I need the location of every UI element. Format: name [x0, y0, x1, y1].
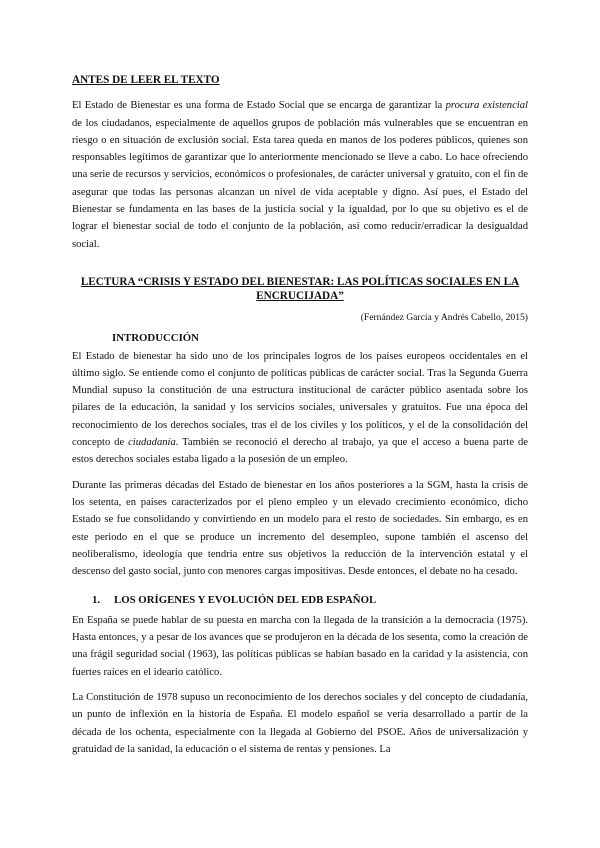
- heading-antes-de-leer: ANTES DE LEER EL TEXTO: [72, 74, 220, 86]
- p1-emphasis: procura existencial: [445, 100, 528, 112]
- paragraph-origenes-1: En España se puede hablar de su puesta en marcha con la llegada de la transición a la democracia (1975). Hasta entonces, y a pesar de los avances que se produjeron en la década de los sesenta, como la creación de una frágil seguridad social (1963), las políticas públicas se habían basado en la caridad y la asistencia, con fuertes raíces en el ideario católico.: [72, 614, 528, 678]
- paragraph-estado-bienestar-definition: [72, 97, 528, 253]
- lectura-title: LECTURA “CRISIS Y ESTADO DEL BIENESTAR: LAS POLÍTICAS SOCIALES EN LA ENCRUCIJADA”: [80, 275, 520, 302]
- section-1-heading: [92, 592, 528, 609]
- intro-heading: INTRODUCCIÓN: [112, 332, 199, 345]
- p1-text-b: de los ciudadanos, especialmente de aquellos grupos de población más vulnerables que se encuentran en riesgo o en situación de exclusión social. Esta tarea queda en manos de los poderes públicos, quienes son responsables legítimos de garantizar que lo anteriormente mencionado se lleve a cabo. Lo hace ofreciendo una serie de recursos y servicios, económicos o profesionales, de carácter universal y gratuito, con el fin de asegurar que todas las personas alcanzan un nivel de vida aceptable y digno. Así pues, el Estado del Bienestar se fundamenta en las bases de la justicia social y la igualdad, por lo que su objetivo es el de lograr el bienestar social de todo el conjunto de la población, así como reducir/erradicar la desigualdad social.: [72, 117, 528, 250]
- citation: (Fernández García y Andrés Cabello, 2015): [360, 311, 528, 323]
- paragraph-intro-2: Durante las primeras décadas del Estado de bienestar en los años posteriores a la SGM, hasta la crisis de los setenta, en países caracterizados por el pleno empleo y un elevado crecimiento económico, dicho Estado se fue consolidando y convirtiendo en un modelo para el resto de sociedades. Sin embargo, es en este periodo en el que se produce un incremento del desempleo, supone también el ascenso del neoliberalismo, ideología que tendría entre sus objetivos la reducción de la intervención estatal y el descenso del gasto social, junto con menores cargas impositivas. Desde entonces, el debate no ha cesado.: [72, 479, 528, 578]
- section-1-title: LOS ORÍGENES Y EVOLUCIÓN DEL EDB ESPAÑOL: [114, 594, 377, 607]
- p2-text-a: El Estado de bienestar ha sido uno de los principales logros de los países europeos occidentales en el último siglo. Se entiende como el conjunto de políticas públicas de carácter social. Tras la Segunda Guerra Mundial supuso la constitución de una estructura institucional de carácter público asentada sobre los pilares de la educación, la sanidad y los servicios sociales, universales y gratuitos. Fue una época del reconocimiento de los derechos sociales, tras el de los civiles y los políticos, y el de la consolidación del concepto de: [72, 350, 528, 449]
- paragraph-origenes-2: La Constitución de 1978 supuso un reconocimiento de los derechos sociales y del concepto de ciudadanía, un punto de inflexión en la historia de España. El modelo español se vería desarrollado a partir de la década de los ochenta, especialmente con la llegada al Gobierno del PSOE. Años de universalización y gratuidad de la sanidad, la educación o el sistema de rentas y pensiones. La: [72, 691, 528, 755]
- section-1-number: 1.: [92, 594, 101, 607]
- paragraph-intro-1: [72, 348, 528, 469]
- p2-emphasis: ciudadanía: [128, 437, 176, 449]
- p2-text-b: . También se reconoció el derecho al trabajo, ya que el acceso a buena parte de estos derechos sociales estaba ligado a la posesión de un empleo.: [72, 437, 528, 466]
- p1-text-a: El Estado de Bienestar es una forma de Estado Social que se encarga de garantizar la: [72, 100, 446, 112]
